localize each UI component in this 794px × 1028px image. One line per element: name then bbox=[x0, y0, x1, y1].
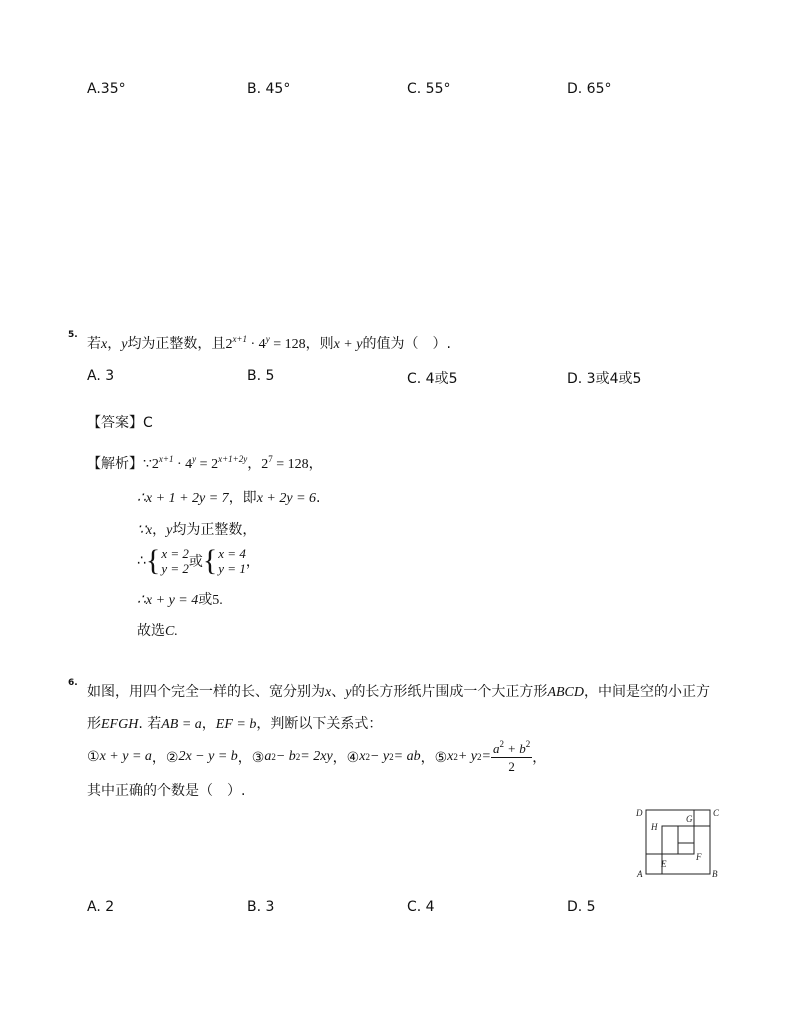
q5-number: 5. bbox=[68, 330, 78, 340]
q6-relations: ① x + y = a ，② 2x − y = b ，③ a 2 − b 2 = 2xy ，④ x 2 − y 2 = ab ，⑤ x 2 + y 2 = $\frac{a^2 + b^2}{2}$ ， bbox=[87, 738, 547, 774]
q5-option-a: A. 3 bbox=[87, 368, 115, 384]
q5-stem: 若x，y均为正整数，且$2^{x+1} \cdot 4^y = 128$，则x + y的值为（ ）. bbox=[87, 334, 451, 352]
q5-analysis-step1: 【解析】$\because 2^{x+1} \cdot 4^y = 2^{x+1+2y}$，$2^7 = 128$， bbox=[87, 454, 323, 472]
q5-analysis-step6: 故选C. bbox=[137, 623, 178, 639]
q4-option-d: D. 65° bbox=[567, 81, 612, 97]
label-h: H bbox=[651, 822, 658, 832]
q5-analysis-step2: ∴x + 1 + 2y = 7，即x + 2y = 6. bbox=[137, 490, 321, 506]
q5-analysis-step3: ∵x，y均为正整数， bbox=[137, 522, 257, 538]
q4-option-b: B. 45° bbox=[247, 81, 291, 97]
label-b: B bbox=[712, 869, 718, 879]
q6-option-b: B. 3 bbox=[247, 899, 275, 915]
q5-option-c: C. 4或5 bbox=[407, 371, 458, 387]
q5-option-b: B. 5 bbox=[247, 368, 275, 384]
q6-option-c: C. 4 bbox=[407, 899, 435, 915]
fraction: $\frac{a^2 + b^2}{2}$ bbox=[492, 738, 531, 774]
equation-system-2: { x = 4 y = 1 bbox=[202, 544, 246, 577]
q5-option-d: D. 3或4或5 bbox=[567, 371, 642, 387]
q6-option-a: A. 2 bbox=[87, 899, 115, 915]
label-g: G bbox=[686, 814, 693, 824]
label-a: A bbox=[637, 869, 643, 879]
q6-number: 6. bbox=[68, 678, 78, 688]
square-figure bbox=[630, 803, 726, 881]
q4-option-a: A.35° bbox=[87, 81, 126, 97]
label-f: F bbox=[696, 852, 702, 862]
q5-analysis-step5: ∴x + y = 4或5. bbox=[137, 592, 223, 608]
q5-answer: 【答案】C bbox=[87, 415, 153, 431]
q5-analysis-step4: ∴ { x = 2 y = 2 或 { x = 4 y = 1 ， bbox=[137, 544, 260, 577]
q6-stem-line1: 如图，用四个完全一样的长、宽分别为x、y的长方形纸片围成一个大正方形ABCD，中间是空的小正方 bbox=[87, 684, 710, 700]
q6-option-d: D. 5 bbox=[567, 899, 596, 915]
label-e: E bbox=[661, 859, 667, 869]
label-d: D bbox=[636, 808, 643, 818]
q6-stem-line2: 形EFGH. 若AB = a，EF = b，判断以下关系式： bbox=[87, 716, 383, 732]
q4-option-c: C. 55° bbox=[407, 81, 451, 97]
q6-question: 其中正确的个数是（ ）. bbox=[87, 783, 246, 799]
equation-system-1: ∴ { x = 2 y = 2 bbox=[137, 544, 189, 577]
label-c: C bbox=[713, 808, 720, 818]
